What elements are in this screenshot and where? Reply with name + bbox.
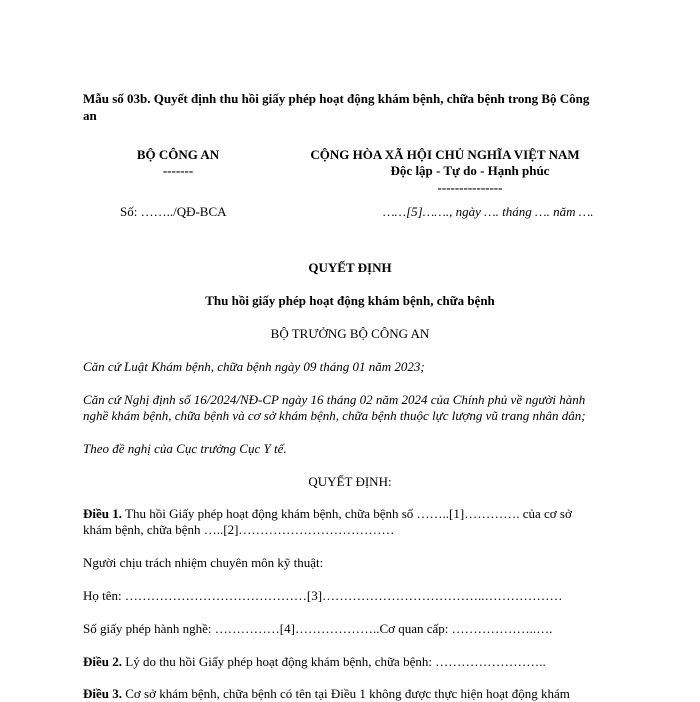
national-motto: Độc lập - Tự do - Hạnh phúc xyxy=(390,163,550,178)
article-1-line-1 xyxy=(83,506,572,522)
document-type: QUYẾT ĐỊNH xyxy=(308,260,392,275)
responsible-person-heading: Người chịu trách nhiệm chuyên môn kỹ thuật: xyxy=(83,555,324,570)
decides-heading: QUYẾT ĐỊNH: xyxy=(308,474,392,489)
agency-name: BỘ CÔNG AN xyxy=(136,147,220,162)
place-and-date: ……[5]……., ngày …. tháng …. năm …. xyxy=(383,204,594,219)
article-1-line-2: khám bệnh, chữa bệnh …..[2]……………………………… xyxy=(83,522,395,537)
article-1-text: Thu hồi Giấy phép hoạt động khám bệnh, chữa bệnh số ……..[1]…………. của cơ sở xyxy=(122,506,572,521)
legal-basis-1: Căn cứ Luật Khám bệnh, chữa bệnh ngày 09 tháng 01 năm 2023; xyxy=(83,359,425,374)
agency-rule: ------- xyxy=(162,163,194,178)
article-2-label: Điều 2. xyxy=(83,654,122,669)
decision-number: Số: ……../QĐ-BCA xyxy=(120,204,227,219)
legal-basis-2-line-2: nghề khám bệnh, chữa bệnh và cơ sở khám bệnh, chữa bệnh thuộc lực lượng vũ trang nhân dân; xyxy=(83,408,586,423)
article-2-text: Lý do thu hồi Giấy phép hoạt động khám bệnh, chữa bệnh: …………………….. xyxy=(122,654,546,669)
article-2 xyxy=(83,654,546,670)
legal-basis-3: Theo đề nghị của Cục trưởng Cục Y tế. xyxy=(83,441,287,456)
motto-rule: --------------- xyxy=(437,180,503,195)
form-title-line-2: an xyxy=(83,108,97,123)
republic-name: CỘNG HÒA XÃ HỘI CHỦ NGHĨA VIỆT NAM xyxy=(310,147,580,162)
full-name-field: Họ tên: ……………………………………[3]………………………………..……………… xyxy=(83,588,563,603)
article-3-text: Cơ sở khám bệnh, chữa bệnh có tên tại Điều 1 không được thực hiện hoạt động khám xyxy=(122,686,570,701)
legal-basis-2-line-1: Căn cứ Nghị định số 16/2024/NĐ-CP ngày 16 tháng 02 năm 2024 của Chính phủ về người hành xyxy=(83,392,586,407)
issuing-authority: BỘ TRƯỞNG BỘ CÔNG AN xyxy=(270,326,430,341)
form-title-line-1: Mẫu số 03b. Quyết định thu hồi giấy phép hoạt động khám bệnh, chữa bệnh trong Bộ Công xyxy=(83,91,590,106)
practice-license-field: Số giấy phép hành nghề: ……………[4]………………..Cơ quan cấp: ………………..…. xyxy=(83,621,553,636)
article-1-label: Điều 1. xyxy=(83,506,122,521)
article-3-label: Điều 3. xyxy=(83,686,122,701)
document-subject: Thu hồi giấy phép hoạt động khám bệnh, chữa bệnh xyxy=(205,293,495,308)
